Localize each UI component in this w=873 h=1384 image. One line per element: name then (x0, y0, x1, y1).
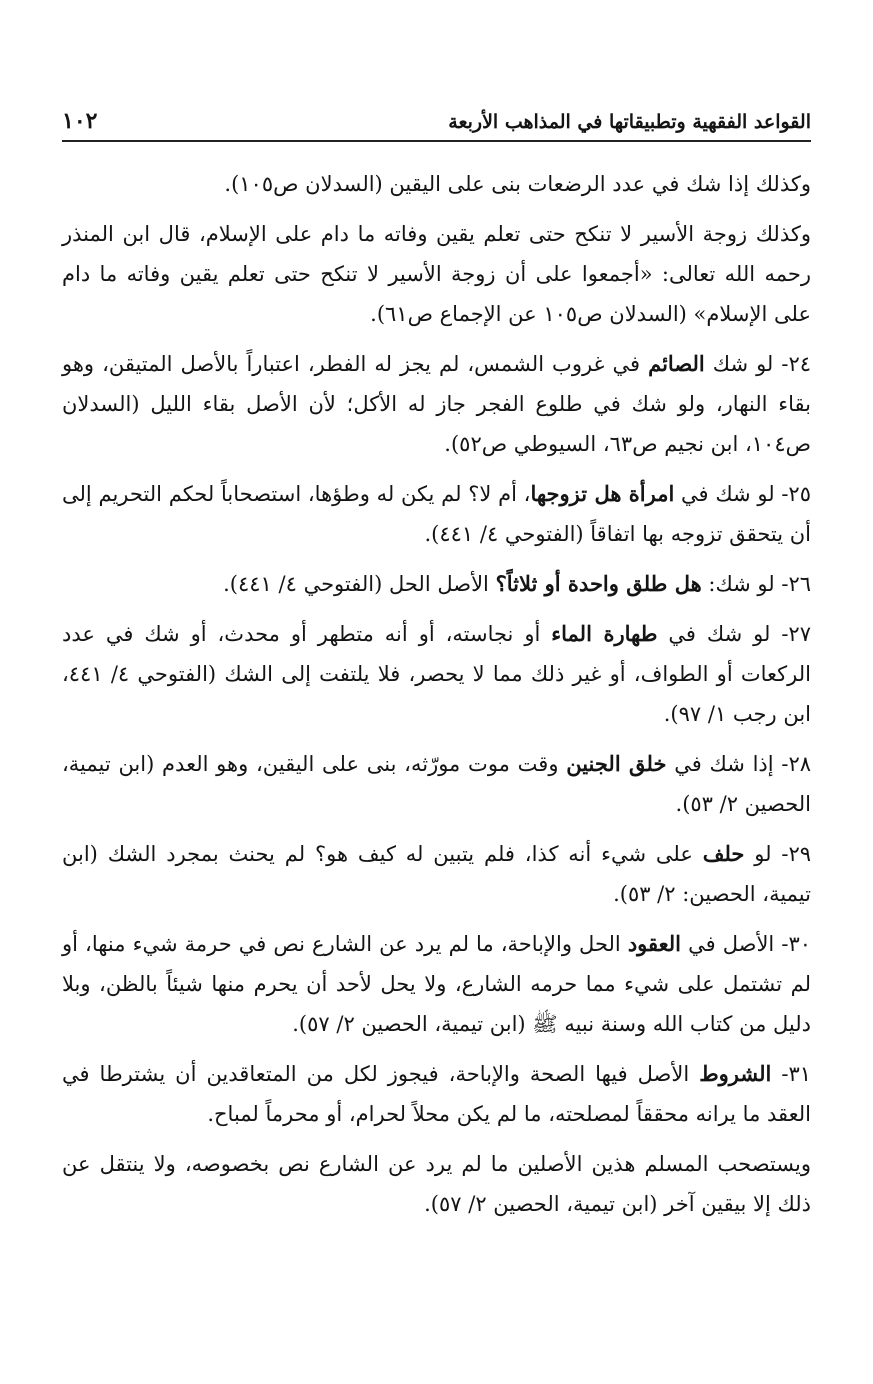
paragraph: ٢٩- لو حلف على شيء أنه كذا، فلم يتبين له كيف هو؟ لم يحنث بمجرد الشك (ابن تيمية، الحصين: ٢/ ٥٣). (62, 841, 811, 906)
paragraph: وكذلك زوجة الأسير لا تنكح حتى تعلم يقين وفاته ما دام على الإسلام، قال ابن المنذر رحمه الله تعالى: «أجمعوا على أن زوجة الأسير لا تنكح حتى تعلم يقين وفاته ما دام على الإسلام» (السدلان ص١٠٥ عن الإجماع ص٦١). (62, 222, 811, 326)
paragraph: وكذلك إذا شك في عدد الرضعات بنى على اليقين (السدلان ص١٠٥). (224, 172, 811, 196)
paragraph: ٣٠- الأصل في العقود الحل والإباحة، ما لم يرد عن الشارع نص في حرمة شيء منها، أو لم تشتمل على شيء مما حرمه الشارع، ولا يحل لأحد أن يحرم منها شيئاً بالظن، وبلا دليل من كتاب الله وسنة نبيه ﷺ (ابن تيمية، الحصين ٢/ ٥٧). (62, 931, 811, 1036)
page-body (62, 164, 811, 1224)
paragraph: ٢٦- لو شك: هل طلق واحدة أو ثلاثاً؟ الأصل الحل (الفتوحي ٤/ ٤٤١). (223, 571, 811, 596)
paragraph: ٢٨- إذا شك في خلق الجنين وقت موت مورّثه، بنى على اليقين، وهو العدم (ابن تيمية، الحصين ٢/ ٥٣). (62, 751, 811, 816)
running-title: القواعد الفقهية وتطبيقاتها في المذاهب الأربعة (448, 111, 811, 133)
paragraph: ٢٥- لو شك في امرأة هل تزوجها، أم لا؟ لم يكن له وطؤها، استصحاباً لحكم التحريم إلى أن يتحقق تزوجه بها اتفاقاً (الفتوحي ٤/ ٤٤١). (62, 481, 811, 546)
paragraph: ويستصحب المسلم هذين الأصلين ما لم يرد عن الشارع نص بخصوصه، ولا ينتقل عن ذلك إلا بيقين آخر (ابن تيمية، الحصين ٢/ ٥٧). (62, 1152, 811, 1216)
paragraph: ٢٤- لو شك الصائم في غروب الشمس، لم يجز له الفطر، اعتباراً بالأصل المتيقن، وهو بقاء النهار، ولو شك في طلوع الفجر جاز له الأكل؛ لأن الأصل بقاء الليل (السدلان ص١٠٤، ابن نجيم ص٦٣، السيوطي ص٥٢). (62, 351, 811, 456)
page-header (62, 108, 811, 142)
book-page (62, 108, 811, 1234)
paragraph: ٢٧- لو شك في طهارة الماء أو نجاسته، أو أنه متطهر أو محدث، أو شك في عدد الركعات أو الطواف، أو غير ذلك مما لا يحصر، فلا يلتفت إلى الشك (الفتوحي ٤/ ٤٤١، ابن رجب ١/ ٩٧). (62, 621, 811, 726)
paragraph: ٣١- الشروط الأصل فيها الصحة والإباحة، فيجوز لكل من المتعاقدين أن يشترطا في العقد ما يرانه محققاً لمصلحته، ما لم يكن محلاً لحرام، أو محرماً لمباح. (62, 1061, 811, 1126)
page-number: ١٠٢ (62, 108, 98, 134)
